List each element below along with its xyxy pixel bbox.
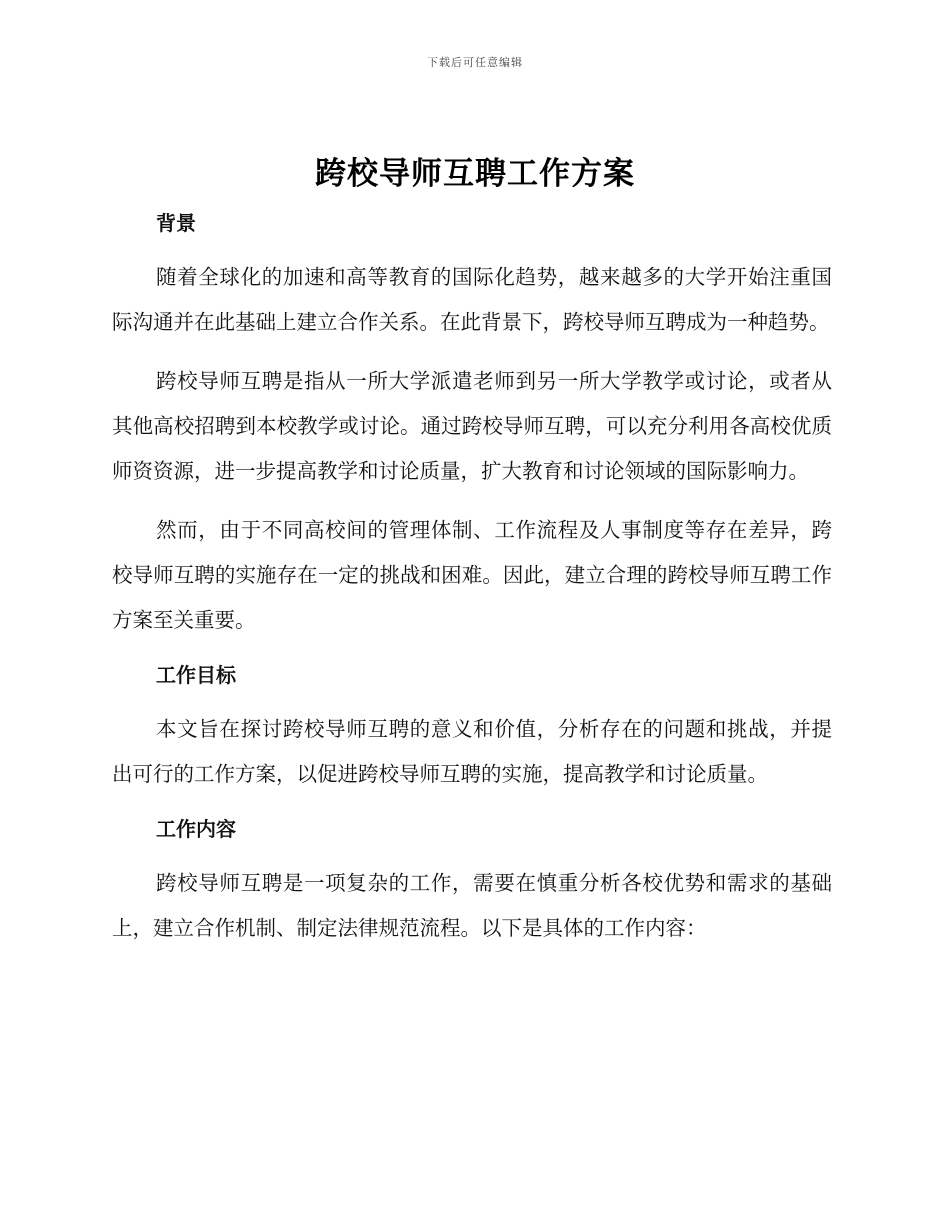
paragraph: 本文旨在探讨跨校导师互聘的意义和价值，分析存在的问题和挑战，并提出可行的工作方案，以促进跨校导师互聘的实施，提高教学和讨论质量。 xyxy=(112,717,832,786)
paragraph: 随着全球化的加速和高等教育的国际化趋势，越来越多的大学开始注重国际沟通并在此基础上建立合作关系。在此背景下，跨校导师互聘成为一种趋势。 xyxy=(112,265,832,334)
section-background xyxy=(112,203,832,643)
section-heading: 工作内容 xyxy=(156,817,236,841)
document-title: 跨校导师互聘工作方案 xyxy=(315,156,635,192)
paragraph: 然而，由于不同高校间的管理体制、工作流程及人事制度等存在差异，跨校导师互聘的实施存在一定的挑战和困难。因此，建立合理的跨校导师互聘工作方案至关重要。 xyxy=(112,518,832,632)
paragraph: 跨校导师互聘是指从一所大学派遣老师到另一所大学教学或讨论，或者从其他高校招聘到本校教学或讨论。通过跨校导师互聘，可以充分利用各高校优质师资资源，进一步提高教学和讨论质量，扩大教育和讨论领域的国际影响力。 xyxy=(112,369,832,483)
section-heading: 背景 xyxy=(156,211,196,235)
document-body xyxy=(112,203,832,951)
paragraph: 跨校导师互聘是一项复杂的工作，需要在慎重分析各校优势和需求的基础上，建立合作机制、制定法律规范流程。以下是具体的工作内容： xyxy=(112,871,832,940)
section-content xyxy=(112,809,832,951)
section-goals xyxy=(112,655,832,797)
header-note: 下载后可任意编辑 xyxy=(427,56,523,69)
section-heading: 工作目标 xyxy=(156,663,236,687)
